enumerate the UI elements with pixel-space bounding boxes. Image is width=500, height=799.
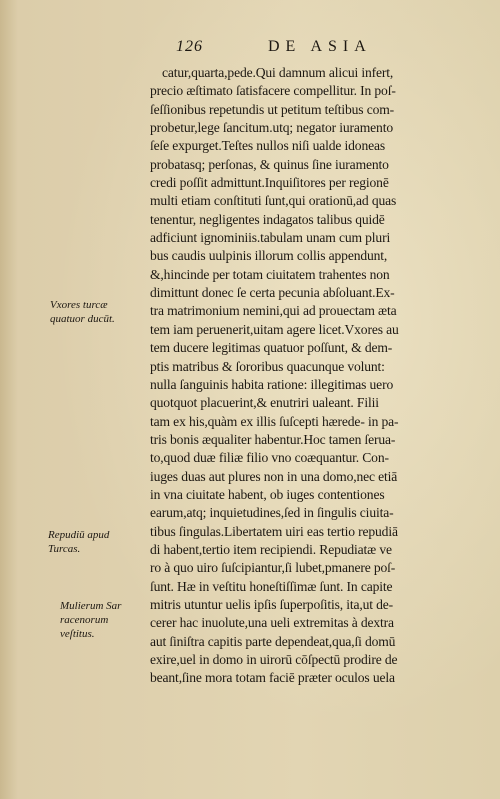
text-line: ſunt. Hæ in veſtitu honeſtiſſimæ ſunt. In capite	[150, 578, 393, 594]
text-line: ro à quo uiro ſuſcipiantur,ſi lubet,pmanere poſ-	[150, 560, 396, 576]
running-title: DE ASIA	[268, 38, 372, 55]
margin-note-divorce	[48, 528, 152, 556]
main-text-block	[150, 64, 488, 688]
page-number: 126	[176, 38, 203, 55]
margin-note-line: Repudiū apud	[48, 529, 110, 541]
text-line: adficiunt ignominiis.tabulam unam cum pluri	[150, 230, 391, 246]
margin-note-line: Turcas.	[48, 543, 81, 555]
text-line: probatasq; perſonas, & quinus ſine iuramento	[150, 156, 389, 172]
margin-note-line: veſtitus.	[60, 628, 95, 640]
text-line: tam ex his,quàm ex illis ſuſcepti hærede- in pa-	[150, 413, 399, 429]
text-line: mitris utuntur uelis ipſis ſuperpoſitis, ita,ut de-	[150, 596, 394, 612]
text-line: nulla ſanguinis habita ratione: illegitimas uero	[150, 376, 394, 392]
margin-note-line: quatuor ducūt.	[50, 313, 115, 325]
margin-note-dress	[60, 599, 164, 641]
text-line: &,hincinde per totam ciuitatem trahentes non	[150, 266, 390, 282]
text-line: tris bonis æqualiter habentur.Hoc tamen ſerua-	[150, 431, 396, 447]
text-line: tem ducere legitimas quatuor poſſunt, & dem-	[150, 340, 393, 356]
text-line: beant,ſine mora totam faciē præter oculos uela	[150, 670, 395, 686]
margin-note-line: Vxores turcæ	[50, 299, 108, 311]
text-line: di habent,tertio item recipiendi. Repudiatæ ve	[150, 541, 392, 557]
text-line: ptis matribus & ſororibus quacunque volunt:	[150, 358, 385, 374]
text-line: tem iam peruenerit,uitam agere licet.Vxores au	[150, 321, 399, 337]
margin-note-line: racenorum	[60, 614, 109, 626]
text-line: precio æſtimato ſatisfacere compellitur. In poſ-	[150, 83, 396, 99]
text-line: multi etiam conſtituti ſunt,qui orationū,ad quas	[150, 193, 397, 209]
margin-note-line: Mulierum Sar	[60, 600, 122, 612]
text-line: ſeſe expurget.Teſtes nullos niſi ualde idoneas	[150, 138, 386, 154]
page-header	[0, 38, 500, 58]
text-line: earum,atq; inquietudines,ſed in ſingulis ciuita-	[150, 505, 394, 521]
text-line: iuges duas aut plures non in una domo,nec etiā	[150, 468, 398, 484]
text-line: tra matrimonium nemini,qui ad prouectam æta	[150, 303, 397, 319]
text-line: tenentur, negligentes indagatos talibus quidē	[150, 211, 385, 227]
text-line: credi poſſit admittunt.Inquiſitores per regionē	[150, 175, 389, 191]
text-line: quotquot placuerint,& enutriri ualeant. Filii	[150, 395, 379, 411]
margin-note-wives	[50, 298, 154, 326]
text-line: catur,quarta,pede.Qui damnum alicui infert,	[162, 65, 394, 80]
text-line: cerer hac inuolute,una ueli extremitas à dextra	[150, 615, 394, 631]
text-line: probetur,lege ſancitum.utq; negator iuramento	[150, 120, 393, 136]
text-line: in vna ciuitate habent, ob iuges contentiones	[150, 486, 385, 502]
text-line: ſeſſionibus repetundis ut petitum teſtibus com-	[150, 101, 395, 117]
text-line: to,quod duæ filiæ filio vno coæquantur. Con-	[150, 450, 389, 466]
text-line: tibus ſingulas.Libertatem uiri eas tertio repudiā	[150, 523, 398, 539]
text-line: dimittunt donec ſe certa pecunia abſoluant.Ex-	[150, 285, 395, 301]
text-line: exire,uel in domo in uirorū cōſpectū prodire de	[150, 652, 398, 667]
text-line: bus caudis uulpinis illorum collis appendunt,	[150, 248, 388, 264]
text-line: aut ſiniſtra capitis parte dependeat,qua,ſi domū	[150, 633, 396, 649]
